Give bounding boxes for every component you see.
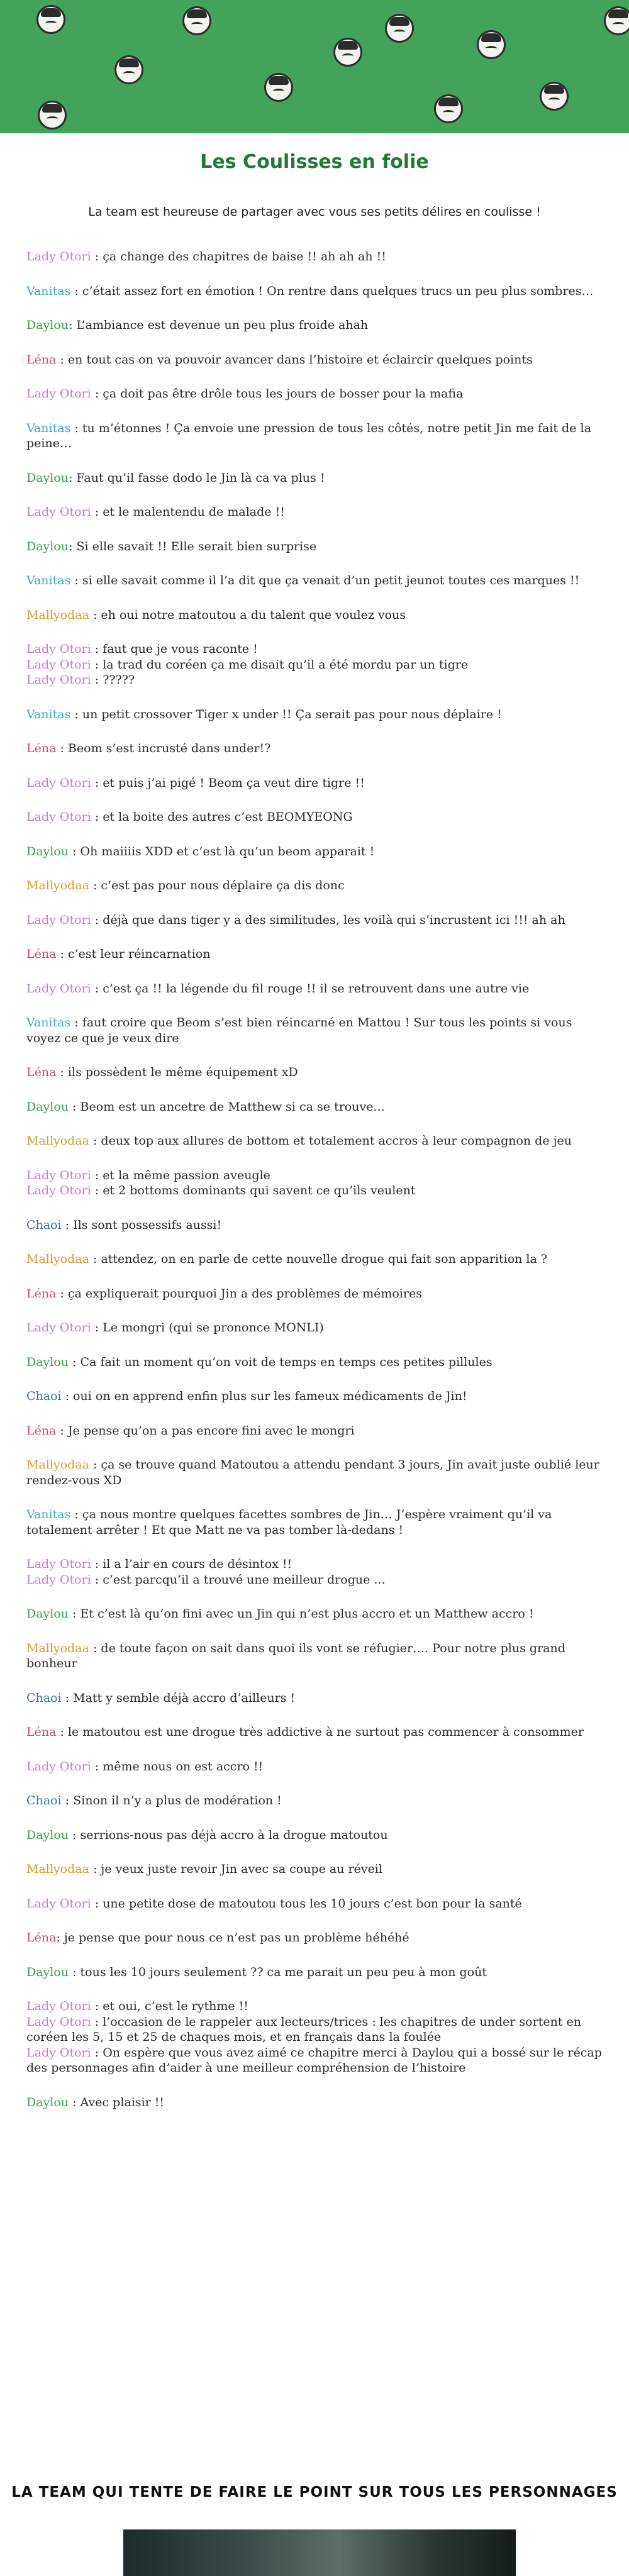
speaker-separator: : — [91, 673, 103, 687]
chibi-face-icon — [385, 14, 414, 43]
message-text: tous les 10 jours seulement ?? ca me parait un peu peu à mon goût — [80, 1965, 487, 1979]
message-text: et 2 bottoms dominants qui savent ce qu’ils veulent — [103, 1184, 416, 1197]
chat-message — [26, 1930, 605, 1946]
speaker-separator: : — [56, 741, 68, 755]
message-line — [26, 672, 605, 688]
speaker-separator: : — [91, 775, 103, 790]
speaker-name: Léna — [26, 1286, 57, 1301]
chat-message — [26, 1168, 605, 1199]
message-text: Et c’est là qu’on fini avec un Jin qui n’est plus accro et un Matthew accro ! — [80, 1607, 534, 1621]
chat-message — [26, 1862, 605, 1877]
speaker-name: Mallyodaa — [26, 1862, 89, 1876]
message-text: ça doit pas être drôle tous les jours de bosser pour la mafia — [103, 387, 464, 401]
chat-message — [26, 1457, 605, 1488]
speaker-name: Lady Otori — [26, 1184, 91, 1197]
chat-message — [26, 1099, 605, 1115]
message-text: Oh maiiiis XDD et c’est là qu’un beom apparait ! — [80, 844, 375, 858]
chat-message — [26, 741, 605, 757]
chat-message — [26, 1606, 605, 1622]
message-text: c’est ça !! la légende du fil rouge !! il se retrouvent dans une autre vie — [103, 981, 530, 996]
message-line — [26, 1896, 605, 1912]
message-line — [26, 947, 605, 962]
message-text: On espère que vous avez aimé ce chapitre merci à Daylou qui a bossé sur le récap des personnages afin d’aider à une meilleur compréhension de l’histoire — [26, 2045, 602, 2075]
message-text: une petite dose de matoutou tous les 10 jours c’est bon pour la santé — [103, 1896, 522, 1911]
page-title: Les Coulisses en folie — [200, 151, 429, 173]
chat-message — [26, 707, 605, 723]
speaker-name: Daylou — [26, 1828, 69, 1842]
message-line — [26, 1320, 605, 1336]
speaker-name: Vanitas — [26, 707, 71, 721]
chat-message — [26, 1320, 605, 1336]
speaker-name: Mallyodaa — [26, 608, 89, 622]
message-text: ça expliquerait pourquoi Jin a des problèmes de mémoires — [67, 1286, 422, 1301]
chat-message — [26, 1133, 605, 1149]
chibi-face-icon — [38, 101, 67, 130]
message-text: Avec plaisir !! — [80, 2095, 165, 2109]
speaker-separator: : — [69, 844, 81, 858]
message-line — [26, 1724, 605, 1740]
speaker-separator: : — [91, 981, 103, 996]
speaker-name: Vanitas — [26, 574, 71, 587]
chat-message — [26, 1828, 605, 1843]
chat-message — [26, 1724, 605, 1740]
message-line — [26, 470, 605, 486]
speaker-separator: : — [91, 1759, 103, 1774]
message-line — [26, 1168, 605, 1184]
speaker-separator: : — [69, 1607, 81, 1621]
message-line — [26, 1930, 605, 1946]
speaker-separator: : — [91, 1184, 103, 1197]
speaker-separator: : — [91, 2014, 103, 2029]
message-text: eh oui notre matoutou a du talent que voulez vous — [101, 608, 406, 622]
message-line — [26, 1793, 605, 1809]
speaker-name: Mallyodaa — [26, 1252, 89, 1266]
message-line — [26, 1999, 605, 2014]
speaker-name: Vanitas — [26, 1507, 71, 1521]
message-line — [26, 1641, 605, 1672]
chat-message — [26, 809, 605, 825]
speaker-separator: : — [56, 1931, 64, 1945]
speaker-separator: : — [70, 1016, 82, 1030]
speaker-name: Vanitas — [26, 1016, 71, 1030]
chat-message — [26, 1355, 605, 1370]
speaker-separator: : — [70, 707, 82, 721]
message-text: ????? — [103, 673, 135, 687]
speaker-name: Daylou — [26, 844, 69, 858]
chat-message — [26, 1218, 605, 1233]
speaker-name: Mallyodaa — [26, 1458, 89, 1472]
chibi-face-icon — [477, 30, 506, 59]
message-text: Ils sont possessifs aussi! — [73, 1218, 222, 1232]
speaker-separator: : — [91, 2045, 103, 2060]
message-text: c’est parcqu’il a trouvé une meilleur drogue ... — [103, 1572, 386, 1587]
speaker-name: Daylou — [26, 539, 69, 553]
chat-message — [26, 1423, 605, 1439]
message-text: c’est leur réincarnation — [67, 947, 211, 961]
message-text: Sinon il n’y a plus de modération ! — [73, 1794, 282, 1807]
message-text: et la boite des autres c’est BEOMYEONG — [103, 810, 353, 824]
message-line — [26, 1015, 605, 1046]
speaker-separator: : — [91, 657, 103, 672]
speaker-name: Lady Otori — [26, 250, 91, 264]
chibi-face-icon — [114, 55, 143, 84]
chat-message — [26, 470, 605, 486]
message-text: Le mongri (qui se prononce MONLI) — [103, 1321, 324, 1335]
chibi-face-icon — [540, 82, 569, 111]
message-line — [26, 1252, 605, 1267]
message-text: faut croire que Beom s’est bien réincarné en Mattou ! Sur tous les points si vous voyez ce que je veux dire — [26, 1016, 572, 1045]
speaker-name: Chaoi — [26, 1690, 62, 1705]
message-text: même nous on est accro !! — [103, 1759, 264, 1774]
message-line — [26, 641, 605, 657]
chat-message — [26, 1507, 605, 1538]
message-line — [26, 608, 605, 623]
chat-message — [26, 1557, 605, 1587]
chat-message — [26, 1252, 605, 1267]
message-text: c’était assez fort en émotion ! On rentre dans quelques trucs un peu plus sombres… — [82, 284, 594, 298]
speaker-name: Vanitas — [26, 284, 71, 298]
chat-message — [26, 947, 605, 962]
chibi-face-icon — [333, 38, 362, 67]
speaker-separator: : — [56, 1065, 68, 1079]
chat-message — [26, 608, 605, 623]
intro-text: La team est heureuse de partager avec vous ses petits délires en coulisse ! — [88, 205, 541, 219]
speaker-separator: : — [56, 1286, 68, 1301]
message-text: deux top aux allures de bottom et totalement accros à leur compagnon de jeu — [101, 1134, 572, 1148]
speaker-name: Vanitas — [26, 421, 71, 435]
speaker-name: Lady Otori — [26, 673, 91, 687]
speaker-separator: : — [91, 810, 103, 824]
speaker-separator: : — [91, 1557, 103, 1571]
message-text: l’occasion de le rappeler aux lecteurs/trices : les chapitres de under sortent en coréen les 5, 15 et 25 de chaques mois, et en français dans la foulée — [26, 2014, 581, 2044]
speaker-separator: : — [91, 505, 103, 519]
message-line — [26, 2095, 605, 2111]
message-line — [26, 1759, 605, 1775]
message-line — [26, 1065, 605, 1080]
message-text: ils possèdent le même équipement xD — [67, 1065, 298, 1079]
speaker-separator: : — [91, 913, 103, 927]
speaker-separator: : — [70, 421, 82, 435]
message-line — [26, 1690, 605, 1706]
chat-message — [26, 1999, 605, 2076]
speaker-separator: : — [56, 947, 68, 961]
speaker-name: Daylou — [26, 1965, 69, 1979]
speaker-name: Lady Otori — [26, 2045, 91, 2060]
message-text: et le malentendu de malade !! — [103, 505, 285, 519]
message-line — [26, 421, 605, 452]
message-line — [26, 1218, 605, 1233]
chat-message — [26, 386, 605, 402]
message-line — [26, 809, 605, 825]
chibi-face-icon — [264, 73, 293, 102]
message-line — [26, 1355, 605, 1370]
message-text: Matt y semble déjà accro d’ailleurs ! — [73, 1690, 296, 1705]
message-text: un petit crossover Tiger x under !! Ça serait pas pour nous déplaire ! — [82, 707, 502, 721]
speaker-name: Mallyodaa — [26, 879, 89, 892]
chat-message — [26, 1065, 605, 1080]
message-line — [26, 775, 605, 791]
speaker-name: Mallyodaa — [26, 1641, 89, 1655]
message-text: le matoutou est une drogue très addictive à ne surtout pas commencer à consommer — [67, 1725, 584, 1739]
speaker-separator: : — [91, 642, 103, 656]
chibi-face-icon — [36, 5, 65, 34]
chat-message — [26, 352, 605, 368]
speaker-separator: : — [89, 1134, 101, 1148]
section-title: LA TEAM QUI TENTE DE FAIRE LE POINT SUR TOUS LES PERSONNAGES — [11, 2484, 618, 2501]
speaker-separator: : — [56, 1725, 68, 1739]
speaker-name: Lady Otori — [26, 387, 91, 401]
message-line — [26, 1828, 605, 1843]
speaker-separator: : — [89, 1252, 101, 1266]
speaker-name: Léna — [26, 1931, 57, 1945]
chibi-face-icon — [604, 6, 629, 35]
message-line — [26, 1423, 605, 1439]
speaker-name: Daylou — [26, 318, 69, 332]
speaker-separator: : — [89, 608, 101, 622]
message-text: L’ambiance est devenue un peu plus froide ahah — [76, 318, 369, 332]
message-text: je veux juste revoir Jin avec sa coupe au réveil — [101, 1862, 382, 1876]
speaker-name: Chaoi — [26, 1218, 62, 1232]
message-line — [26, 2014, 605, 2045]
message-text: et puis j’ai pigé ! Beom ça veut dire tigre !! — [103, 775, 365, 790]
message-text: il a l’air en cours de désintox !! — [103, 1557, 292, 1571]
speaker-name: Lady Otori — [26, 810, 91, 824]
speaker-separator: : — [69, 1965, 81, 1979]
speaker-name: Daylou — [26, 2095, 69, 2109]
message-text: et la même passion aveugle — [103, 1168, 270, 1182]
message-line — [26, 318, 605, 333]
speaker-name: Lady Otori — [26, 505, 91, 519]
speaker-name: Lady Otori — [26, 913, 91, 927]
message-line — [26, 249, 605, 265]
chat-message — [26, 641, 605, 688]
speaker-name: Léna — [26, 947, 57, 961]
speaker-separator: : — [89, 1862, 101, 1876]
speaker-separator: : — [56, 1423, 68, 1438]
speaker-separator: : — [91, 1896, 103, 1911]
speaker-separator: : — [91, 1572, 103, 1587]
message-text: je pense que pour nous ce n’est pas un problème héhéhé — [64, 1931, 409, 1945]
message-line — [26, 913, 605, 928]
speaker-name: Lady Otori — [26, 642, 91, 656]
speaker-name: Léna — [26, 1725, 57, 1739]
chat-message — [26, 981, 605, 997]
chat-message — [26, 539, 605, 555]
speaker-name: Léna — [26, 741, 57, 755]
message-text: Ca fait un moment qu’on voit de temps en temps ces petites pillules — [80, 1355, 493, 1369]
speaker-name: Lady Otori — [26, 2014, 91, 2029]
speaker-separator: : — [61, 1690, 74, 1705]
speaker-name: Daylou — [26, 1607, 69, 1621]
chat-message — [26, 1690, 605, 1706]
message-line — [26, 1099, 605, 1115]
chat-message — [26, 878, 605, 894]
chat-message — [26, 1759, 605, 1775]
speaker-name: Lady Otori — [26, 657, 91, 672]
chibi-face-icon — [182, 6, 211, 35]
speaker-name: Lady Otori — [26, 1557, 91, 1571]
message-text: ça se trouve quand Matoutou a attendu pendant 3 jours, Jin avait juste oublié leur rendez-vous XD — [26, 1458, 599, 1487]
speaker-name: Lady Otori — [26, 775, 91, 790]
message-text: en tout cas on va pouvoir avancer dans l’histoire et éclaircir quelques points — [67, 352, 533, 367]
speaker-name: Léna — [26, 352, 57, 367]
speaker-name: Chaoi — [26, 1389, 62, 1403]
message-line — [26, 386, 605, 402]
speaker-name: Lady Otori — [26, 1999, 91, 2013]
message-text: c’est pas pour nous déplaire ça dis donc — [101, 879, 345, 892]
message-line — [26, 657, 605, 673]
message-text: Faut qu’il fasse dodo le Jin là ca va plus ! — [76, 470, 325, 485]
speaker-separator: : — [89, 1641, 101, 1655]
message-text: attendez, on en parle de cette nouvelle drogue qui fait son apparition la ? — [101, 1252, 548, 1266]
message-text: serrions-nous pas déjà accro à la drogue matoutou — [80, 1828, 388, 1842]
chat-message — [26, 421, 605, 452]
chat-message — [26, 1896, 605, 1912]
message-line — [26, 1183, 605, 1199]
speaker-name: Léna — [26, 1423, 57, 1438]
message-line — [26, 1862, 605, 1877]
speaker-separator: : — [89, 1458, 101, 1472]
conversation-log — [26, 249, 605, 2129]
speaker-separator: : — [91, 387, 103, 401]
message-line — [26, 1965, 605, 1980]
speaker-name: Lady Otori — [26, 1759, 91, 1774]
message-line — [26, 1507, 605, 1538]
header-banner — [0, 0, 629, 133]
message-text: Je pense qu’on a pas encore fini avec le mongri — [67, 1423, 355, 1438]
chat-message — [26, 913, 605, 928]
speaker-separator: : — [69, 1355, 81, 1369]
chat-message — [26, 1793, 605, 1809]
speaker-separator: : — [70, 284, 82, 298]
speaker-separator: : — [69, 1828, 81, 1842]
chat-message — [26, 573, 605, 589]
message-line — [26, 844, 605, 860]
speaker-name: Lady Otori — [26, 981, 91, 996]
message-line — [26, 1606, 605, 1622]
message-line — [26, 1557, 605, 1572]
message-line — [26, 1133, 605, 1149]
speaker-name: Mallyodaa — [26, 1134, 89, 1148]
chat-message — [26, 1965, 605, 1980]
message-text: Si elle savait !! Elle serait bien surprise — [76, 539, 317, 553]
message-line — [26, 1457, 605, 1488]
chat-message — [26, 775, 605, 791]
speaker-separator: : — [89, 879, 101, 892]
message-text: oui on en apprend enfin plus sur les fameux médicaments de Jin! — [73, 1389, 467, 1403]
chat-message — [26, 1389, 605, 1404]
speaker-name: Lady Otori — [26, 1896, 91, 1911]
speaker-separator: : — [69, 2095, 81, 2109]
chat-message — [26, 1641, 605, 1672]
message-text: la trad du coréen ça me disait qu’il a été mordu par un tigre — [103, 657, 469, 672]
speaker-separator: : — [70, 574, 82, 587]
chat-message — [26, 1286, 605, 1302]
speaker-separator: : — [69, 318, 77, 332]
message-line — [26, 1389, 605, 1404]
message-line — [26, 707, 605, 723]
message-text: de toute façon on sait dans quoi ils vont se réfugier…. Pour notre plus grand bonheur — [26, 1641, 565, 1670]
message-line — [26, 2045, 605, 2076]
speaker-separator: : — [69, 539, 77, 553]
chat-message — [26, 504, 605, 520]
speaker-name: Daylou — [26, 1355, 69, 1369]
message-text: faut que je vous raconte ! — [103, 642, 258, 656]
speaker-separator: : — [61, 1218, 74, 1232]
chat-message — [26, 1015, 605, 1046]
message-line — [26, 573, 605, 589]
message-line — [26, 1572, 605, 1588]
message-text: et oui, c’est le rythme !! — [103, 1999, 248, 2013]
message-line — [26, 878, 605, 894]
chibi-face-icon — [434, 94, 463, 123]
message-line — [26, 981, 605, 997]
message-text: Beom s’est incrusté dans under!? — [67, 741, 271, 755]
speaker-name: Lady Otori — [26, 1572, 91, 1587]
speaker-separator: : — [61, 1794, 74, 1807]
characters-photo — [123, 2529, 516, 2576]
message-text: si elle savait comme il l’a dit que ça venait d’un petit jeunot toutes ces marques !! — [82, 574, 580, 587]
message-text: tu m’étonnes ! Ça envoie une pression de tous les côtés, notre petit Jin me fait de la peine… — [26, 421, 591, 450]
speaker-separator: : — [91, 1999, 103, 2013]
chat-message — [26, 844, 605, 860]
message-text: déjà que dans tiger y a des similitudes, les voilà qui s’incrustent ici !!! ah ah — [103, 913, 565, 927]
speaker-name: Chaoi — [26, 1794, 62, 1807]
message-line — [26, 504, 605, 520]
speaker-separator: : — [91, 250, 103, 264]
speaker-separator: : — [69, 470, 77, 485]
message-line — [26, 1286, 605, 1302]
speaker-name: Daylou — [26, 470, 69, 485]
speaker-separator: : — [56, 352, 68, 367]
speaker-name: Lady Otori — [26, 1321, 91, 1335]
speaker-separator: : — [61, 1389, 74, 1403]
message-text: ça change des chapitres de baise !! ah ah ah !! — [103, 250, 386, 264]
message-line — [26, 284, 605, 299]
speaker-name: Léna — [26, 1065, 57, 1079]
message-line — [26, 352, 605, 368]
chat-message — [26, 284, 605, 299]
message-text: ça nous montre quelques facettes sombres de Jin… J’espère vraiment qu’il va totalement arrêter ! Et que Matt ne va pas tomber là-dedans ! — [26, 1507, 552, 1537]
message-line — [26, 741, 605, 757]
speaker-name: Daylou — [26, 1099, 69, 1114]
chat-message — [26, 318, 605, 333]
chat-message — [26, 249, 605, 265]
speaker-separator: : — [91, 1168, 103, 1182]
speaker-separator: : — [70, 1507, 82, 1521]
speaker-separator: : — [69, 1099, 81, 1114]
chat-message — [26, 2095, 605, 2111]
speaker-separator: : — [91, 1321, 103, 1335]
message-line — [26, 539, 605, 555]
message-text: Beom est un ancetre de Matthew si ca se trouve... — [80, 1099, 385, 1114]
speaker-name: Lady Otori — [26, 1168, 91, 1182]
